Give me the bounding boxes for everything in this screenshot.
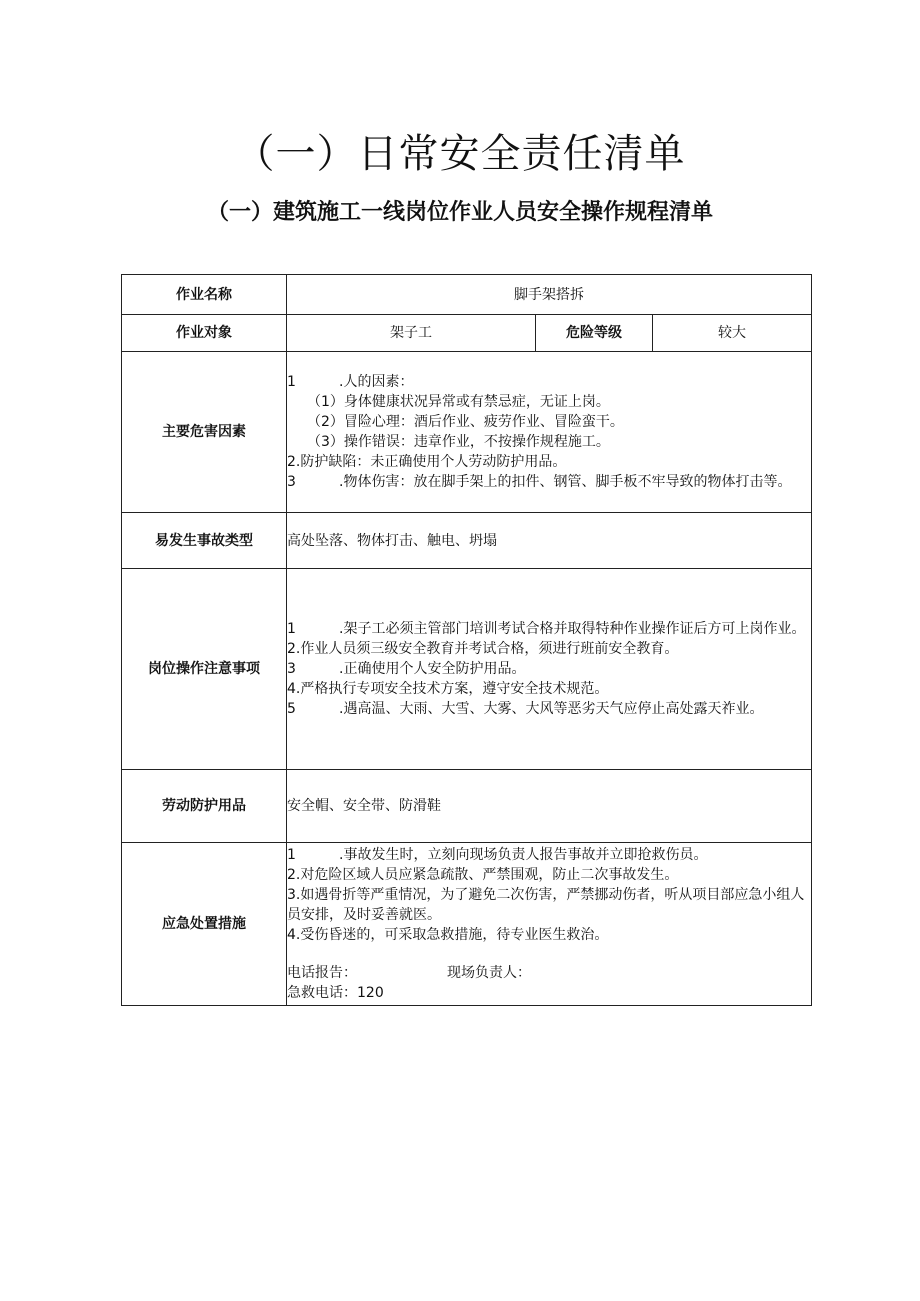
row-ppe <box>122 770 812 843</box>
hazard-line-6: 3 .物体伤害：放在脚手架上的扣件、钢管、脚手板不牢导致的物体打击等。 <box>287 474 792 490</box>
risk-level-label: 危险等级 <box>536 315 653 352</box>
phone-report-label: 电话报告： <box>287 965 357 981</box>
row-job-name <box>122 275 812 315</box>
row-hazards <box>122 352 812 513</box>
hazard-line-4: （3）操作错误：违章作业，不按操作规程施工。 <box>307 434 610 450</box>
emergency-content <box>287 843 812 1006</box>
emergency-line-1: 1 .事故发生时，立刻向现场负责人报告事故并立即抢救伤员。 <box>287 847 708 863</box>
precaution-line-4: 4.严格执行专项安全技术方案，遵守安全技术规范。 <box>287 681 609 697</box>
accident-types-label: 易发生事故类型 <box>122 513 287 569</box>
ppe-value: 安全帽、安全带、防滑鞋 <box>287 770 812 843</box>
hazards-content <box>287 352 812 513</box>
row-accident-types <box>122 513 812 569</box>
row-job-target <box>122 315 812 352</box>
page-title: （一）日常安全责任清单 <box>234 131 686 177</box>
emergency-label: 应急处置措施 <box>122 843 287 1006</box>
emergency-contacts <box>287 963 811 983</box>
accident-types-value: 高处坠落、物体打击、触电、坍塌 <box>287 513 812 569</box>
hazard-line-3: （2）冒险心理：酒后作业、疲劳作业、冒险蛮干。 <box>307 414 624 430</box>
hazard-line-5: 2.防护缺陷：未正确使用个人劳动防护用品。 <box>287 454 567 470</box>
row-precautions <box>122 569 812 770</box>
precaution-line-5: 5 .遇高温、大雨、大雪、大雾、大风等恶劣天气应停止高处露天祚业。 <box>287 701 764 717</box>
hazard-line-1: 1 .人的因素： <box>287 374 414 390</box>
hazard-line-2: （1）身体健康状况异常或有禁忌症，无证上岗。 <box>307 394 610 410</box>
precaution-line-2: 2.作业人员须三级安全教育并考试合格，须进行班前安全教育。 <box>287 641 679 657</box>
emergency-line-2: 2.对危险区域人员应紧急疏散、严禁围观，防止二次事故发生。 <box>287 867 679 883</box>
job-name-label: 作业名称 <box>122 275 287 315</box>
emergency-line-3: 3.如遇骨折等严重情况，为了避免二次伤害，严禁挪动伤者，听从项目部应急小组人员安排，及时妥善就医。 <box>287 887 805 923</box>
precaution-line-3: 3 .正确使用个人安全防护用品。 <box>287 661 526 677</box>
job-name-value: 脚手架搭拆 <box>287 275 812 315</box>
precaution-line-1: 1 .架子工必须主管部门培训考试合格并取得特种作业操作证后方可上岗作业。 <box>287 621 806 637</box>
risk-level-value: 较大 <box>653 315 812 352</box>
hazards-label: 主要危害因素 <box>122 352 287 513</box>
emergency-line-4: 4.受伤昏迷的，可采取急救措施，待专业医生救治。 <box>287 927 609 943</box>
emergency-spacer <box>287 945 811 963</box>
precautions-label: 岗位操作注意事项 <box>122 569 287 770</box>
safety-procedure-table <box>121 274 812 1006</box>
precautions-content <box>287 569 812 770</box>
job-target-value: 架子工 <box>287 315 536 352</box>
row-emergency <box>122 843 812 1006</box>
page-subtitle: （一）建筑施工一线岗位作业人员安全操作规程清单 <box>206 200 713 225</box>
ppe-label: 劳动防护用品 <box>122 770 287 843</box>
job-target-label: 作业对象 <box>122 315 287 352</box>
site-manager-label: 现场负责人： <box>447 965 531 981</box>
emergency-phone: 急救电话：120 <box>287 985 384 1001</box>
